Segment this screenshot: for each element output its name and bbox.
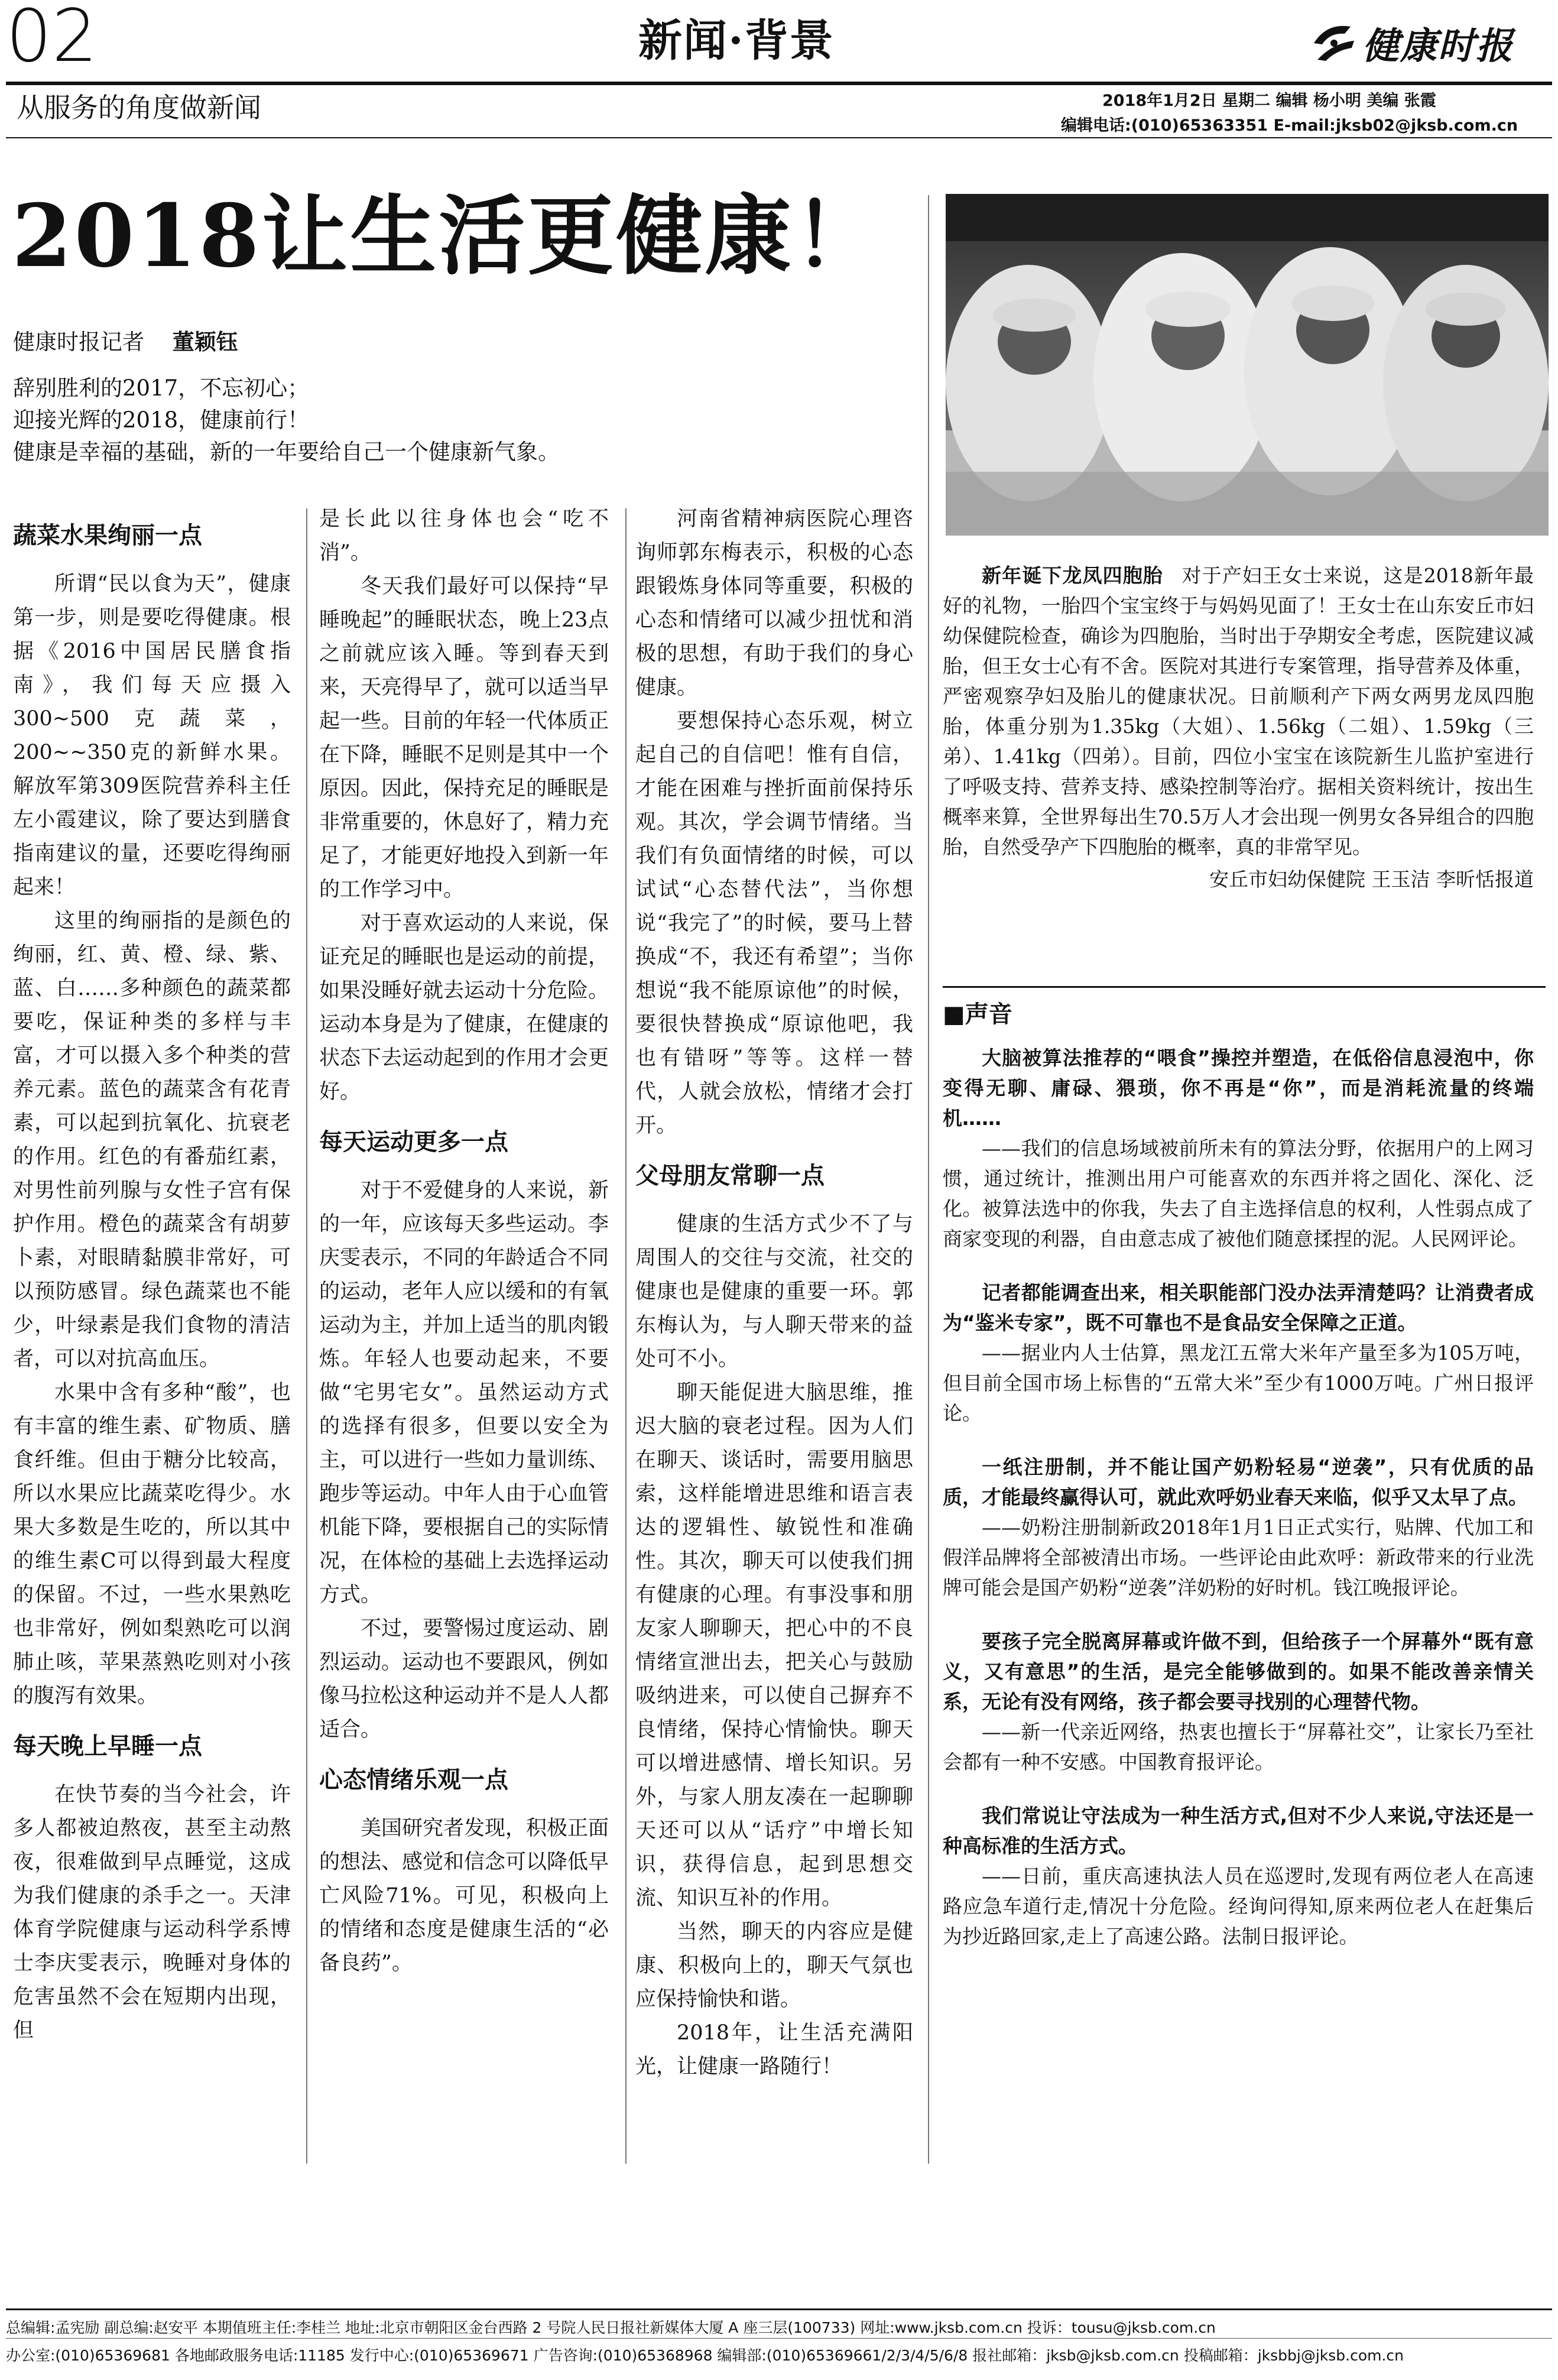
voice-lead: 我们常说让守法成为一种生活方式,但对不少人来说,守法还是一种高标准的生活方式。 [943,1804,1534,1857]
paragraph: 河南省精神病医院心理咨询师郭东梅表示，积极的心态跟锻炼身体同等重要，积极的心态和情绪可以减少扭忧和消极的思想，有助于我们的身心健康。 [635,507,913,699]
voice-item [943,1043,1534,1254]
photo-caption [943,560,1534,894]
logo-text: 健康时报 [1362,24,1514,67]
voice-item [943,1277,1534,1428]
voice-body: ——奶粉注册制新政2018年1月1日正式实行，贴牌、代加工和假洋品牌将全部被清出市场。一些评论由此欢呼：新政带来的行业洗牌可能会是国产奶粉“逆袭”洋奶粉的好时机。钱江晚报评论。 [943,1516,1534,1599]
voice-body: ——新一代亲近网络，热衷也擅长于“屏幕社交”，让家长乃至社会都有一种不安感。中国教育报评论。 [943,1720,1534,1773]
quadruplets-photo [946,194,1549,536]
paragraph: 当然，聊天的内容应是健康、积极向上的，聊天气氛也应保持愉快和谐。 [635,1920,913,2011]
caption-body: 对于产妇王女士来说，这是2018新年最好的礼物，一胎四个宝宝终于与妈妈见面了！王女士在山东安丘市妇幼保健院检查，确诊为四胞胎，当时出于孕期安全考虑，医院建议减胎，但王女士心有不舍。医院对其进行专案管理，指导营养及体重，严密观察孕妇及胎儿的健康状况。日前顺利产下两女两男龙凤四胞胎，体重分别为1.35kg（大姐）、1.56kg（二姐）、1.59kg（三弟）、1.41kg（四弟）。目前，四位小宝宝在该院新生儿监护室进行了呼吸支持、营养支持、感染控制等治疗。据相关资料统计，按出生概率来算，全世界每出生70.5万人才会出现一例男女各异组合的四胞胎，自然受孕产下四胞胎的概率，真的非常罕见。 [943,564,1534,858]
paragraph: 是长此以往身体也会“吃不消”。 [319,507,609,565]
byline-name: 董颖钰 [172,329,238,355]
voice-item [943,1626,1534,1777]
paragraph: 不过，要警惕过度运动、剧烈运动。运动也不要跟风，例如像马拉松这种运动并不是人人都适合。 [319,1617,609,1742]
subheading: 蔬菜水果绚丽一点 [13,522,202,549]
paragraph: 水果中含有多种“酸”，也有丰富的维生素、矿物质、膳食纤维。但由于糖分比较高，所以水果应比蔬菜吃得少。水果大多数是生吃的，所以其中的维生素C可以得到最大程度的保留。不过，一些水果熟吃也非常好，例如梨熟吃可以润肺止咳，苹果蒸熟吃则对小孩的腹泻有效果。 [13,1381,291,1708]
masthead-bottom-rule [6,137,1552,138]
editor-contact: 编辑电话:(010)65363351 E-mail:jksb02@jksb.com.cn [1061,116,1518,135]
voice-lead: 记者都能调查出来，相关职能部门没办法弄清楚吗？让消费者成为“鉴米专家”，既不可靠也不是食品安全保障之正道。 [943,1281,1534,1334]
section-title: 新闻·背景 [638,15,835,66]
paragraph: 健康的生活方式少不了与周围人的交往与交流，社交的健康也是健康的重要一环。郭东梅认为，与人聊天带来的益处可不小。 [635,1212,913,1371]
voice-lead: 大脑被算法推荐的“喂食”操控并塑造，在低俗信息浸泡中，你变得无聊、庸碌、猥琐，你不再是“你”，而是消耗流量的终端机…… [943,1046,1534,1130]
voice-body: ——我们的信息场域被前所未有的算法分野，依据用户的上网习惯，通过统计，推测出用户可能喜欢的东西并将之固化、深化、泛化。被算法选中的你我，失去了自主选择信息的权利，人性弱点成了商家变现的利器，自由意志成了被他们随意揉捏的泥。人民网评论。 [943,1137,1534,1250]
voice-lead: 要孩子完全脱离屏幕或许做不到，但给孩子一个屏幕外“既有意义，又有意思”的生活，是完全能够做到的。如果不能改善亲情关系，无论有没有网络，孩子都会要寻找别的心理替代物。 [943,1630,1534,1713]
footer-mid-rule [6,2338,1552,2339]
masthead-rule [6,82,1552,85]
paragraph: 对于喜欢运动的人来说，保证充足的睡眠也是运动的前提，如果没睡好就去运动十分危险。运动本身是为了健康，在健康的状态下去运动起到的作用才会更好。 [319,912,609,1104]
voices-title: ■声音 [943,1001,1012,1028]
voices-rule [943,986,1546,988]
slogan: 从服务的角度做新闻 [17,92,261,124]
paragraph: 这里的绚丽指的是颜色的绚丽，红、黄、橙、绿、紫、蓝、白……多种颜色的蔬菜都要吃，保证种类的多样与丰富，才可以摄入多个种类的营养元素。蓝色的蔬菜含有花青素，可以起到抗氧化、抗衰老的作用。红色的有番茄红素，对男性前列腺与女性子宫有保护作用。橙色的蔬菜含有胡萝卜素，对眼睛黏膜非常好，可以预防感冒。绿色蔬菜也不能少，叶绿素是我们食物的清洁者，可以对抗高血压。 [13,909,291,1371]
voice-body: ——据业内人士估算，黑龙江五常大米年产量至多为105万吨，但目前全国市场上标售的“五常大米”至少有1000万吨。广州日报评论。 [943,1341,1534,1425]
paragraph: 要想保持心态乐观，树立起自己的自信吧！惟有自信，才能在困难与挫折面前保持乐观。其次，学会调节情绪。当我们有负面情绪的时候，可以试试“心态替代法”，当你想说“我完了”的时候，要马上替换成“不，我还有希望”；当你想说“我不能原谅他”的时候，要很快替换成“原谅他吧，我也有错呀”等等。这样一替代，人就会放松，情绪才会打开。 [635,709,913,1137]
voices-section [943,999,1534,1975]
caption-credit: 安丘市妇幼保健院 王玉洁 李昕恬报道 [1209,868,1534,891]
intro-line: 迎接光辉的2018，健康前行！ [13,407,310,433]
paragraph: 聊天能促进大脑思维，推迟大脑的衰老过程。因为人们在聊天、谈话时，需要用脑思索，这样能增进思维和语言表达的逻辑性、敏锐性和准确性。其次，聊天可以使我们拥有健康的心理。有事没事和朋友家人聊聊天，把心中的不良情绪宣泄出去，把关心与鼓励吸纳进来，可以使自己摒弃不良情绪，保持心情愉快。聊天可以增进感情、增长知识。另外，与家人朋友凑在一起聊聊天还可以从“话疗”中增长知识，获得信息，起到思想交流、知识互补的作用。 [635,1381,913,1910]
paragraph: 在快节奏的当今社会，许多人都被迫熬夜，甚至主动熬夜，很难做到早点睡觉，这成为我们健康的杀手之一。天津体育学院健康与运动科学系博士李庆雯表示，晚睡对身体的危害虽然不会在短期内出现，但 [13,1783,291,2042]
column-divider [928,195,929,2164]
date-editors: 2018年1月2日 星期二 编辑 杨小明 美编 张霞 [1102,92,1436,110]
voice-lead: 一纸注册制，并不能让国产奶粉轻易“逆袭”，只有优质的品质，才能最终赢得认可，就此欢呼奶业春天来临，似乎又太早了点。 [943,1455,1534,1509]
logo-emblem-icon [1309,20,1359,66]
paragraph: 冬天我们最好可以保持“早睡晚起”的睡眠状态，晚上23点之前就应该入睡。等到春天到来，天亮得早了，就可以适当早起一些。目前的年轻一代体质正在下降，睡眠不足则是其中一个原因。因此，保持充足的睡眠是非常重要的，休息好了，精力充足了，才能更好地投入到新一年的工作学习中。 [319,575,609,902]
subheading: 心态情绪乐观一点 [319,1766,508,1794]
article-column-3 [635,502,913,2084]
subheading: 每天晚上早睡一点 [13,1733,202,1760]
caption-title: 新年诞下龙凤四胞胎 [982,564,1163,587]
article-intro [13,372,560,468]
column-divider [625,508,627,2164]
newborn-babies-image [946,194,1549,536]
page-number: 02 [6,0,98,78]
voice-item [943,1801,1534,1951]
byline [13,324,238,356]
byline-label: 健康时报记者 [13,329,144,355]
voice-body: ——日前，重庆高速执法人员在巡逻时,发现有两位老人在高速路应急车道行走,情况十分危险。经询问得知,原来两位老人在赶集后为抄近路回家,走上了高速公路。法制日报评论。 [943,1865,1534,1948]
footer-staff-line: 总编辑:孟宪励 副总编:赵安平 本期值班主任:李桂兰 地址:北京市朝阳区金台西路 2 号院人民日报社新媒体大厦 A 座三层(100733) 网址:www.jksb.com.cn 投诉：tousu@jksb.com.cn [6,2319,1216,2336]
article-column-1 [13,502,291,2048]
intro-line: 辞别胜利的2017，不忘初心； [13,375,310,401]
paragraph: 所谓“民以食为天”，健康第一步，则是要吃得健康。根据《2016中国居民膳食指南》，我们每天应摄入300~500克蔬菜，200~~350克的新鲜水果。解放军第309医院营养科主任左小霞建议，除了要达到膳食指南建议的量，还要吃得绚丽起来！ [13,572,291,899]
footer-contact-line: 办公室:(010)65369681 各地邮政服务电话:11185 发行中心:(010)65369671 广告咨询:(010)65368968 编辑部:(010)65369661/2/3/4/5/6/8 报社邮箱：jksb@jksb.com.cn 投稿邮箱：jksbbj@jksb.com.cn [6,2347,1404,2364]
column-divider [306,508,307,2164]
paragraph: 2018年，让生活充满阳光，让健康一路随行！ [635,2021,913,2079]
caption-text [943,560,1534,862]
voice-item [943,1452,1534,1603]
subheading: 父母朋友常聊一点 [635,1162,825,1189]
paragraph: 美国研究者发现，积极正面的想法、感觉和信念可以降低早亡风险71%。可见，积极向上的情绪和态度是健康生活的“必备良药”。 [319,1817,609,1975]
intro-line: 健康是幸福的基础，新的一年要给自己一个健康新气象。 [13,439,560,465]
article-column-2 [319,502,609,1980]
subheading: 每天运动更多一点 [319,1129,508,1156]
headline: 2018让生活更健康！ [12,186,882,287]
footer-rule [6,2308,1552,2310]
paragraph: 对于不爱健身的人来说，新的一年，应该每天多些运动。李庆雯表示，不同的年龄适合不同的运动，老年人应以缓和的有氧运动为主，并加上适当的肌肉锻炼。年轻人也要动起来，不要做“宅男宅女”。虽然运动方式的选择有很多，但要以安全为主，可以进行一些如力量训练、跑步等运动。中年人由于心血管机能下降，要根据自己的实际情况，在体检的基础上去选择运动方式。 [319,1179,609,1607]
newspaper-logo [1309,19,1514,66]
